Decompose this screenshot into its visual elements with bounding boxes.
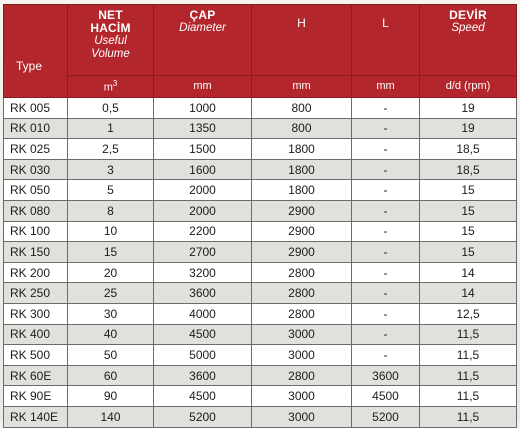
speed-header	[420, 5, 517, 76]
diameter-cell: 2200	[154, 221, 252, 242]
speed-cell: 18,5	[420, 139, 517, 160]
type-cell: RK 300	[4, 303, 68, 324]
speed-cell: 11,5	[420, 406, 517, 427]
table-row	[4, 324, 517, 345]
diameter-cell: 4000	[154, 303, 252, 324]
h-unit: mm	[252, 75, 352, 97]
type-cell: RK 025	[4, 139, 68, 160]
volume-cell: 10	[68, 221, 154, 242]
diameter-cell: 4500	[154, 386, 252, 407]
type-cell: RK 60E	[4, 365, 68, 386]
speed-cell: 19	[420, 98, 517, 119]
l-cell: 4500	[352, 386, 420, 407]
type-cell: RK 050	[4, 180, 68, 201]
diameter-unit: mm	[154, 75, 252, 97]
header-row	[4, 5, 517, 76]
type-cell: RK 250	[4, 283, 68, 304]
l-unit: mm	[352, 75, 420, 97]
h-cell: 2800	[252, 365, 352, 386]
h-cell: 800	[252, 118, 352, 139]
h-cell: 3000	[252, 345, 352, 366]
l-cell: -	[352, 159, 420, 180]
l-header-label: L	[382, 16, 389, 30]
diameter-cell: 3600	[154, 283, 252, 304]
speed-cell: 14	[420, 262, 517, 283]
diameter-cell: 4500	[154, 324, 252, 345]
type-cell: RK 140E	[4, 406, 68, 427]
volume-cell: 30	[68, 303, 154, 324]
h-cell: 2900	[252, 242, 352, 263]
h-cell: 2900	[252, 221, 352, 242]
table-row	[4, 200, 517, 221]
type-cell: RK 030	[4, 159, 68, 180]
h-cell: 1800	[252, 159, 352, 180]
volume-cell: 140	[68, 406, 154, 427]
volume-header-line4: Volume	[91, 48, 130, 60]
table-row	[4, 283, 517, 304]
table-row	[4, 303, 517, 324]
speed-unit: d/d (rpm)	[420, 75, 517, 97]
l-cell: -	[352, 139, 420, 160]
type-header: Type	[4, 5, 68, 98]
table-row	[4, 242, 517, 263]
speed-cell: 11,5	[420, 324, 517, 345]
specification-table	[3, 4, 517, 428]
type-cell: RK 150	[4, 242, 68, 263]
h-cell: 2800	[252, 283, 352, 304]
diameter-cell: 1000	[154, 98, 252, 119]
volume-cell: 0,5	[68, 98, 154, 119]
table-row	[4, 262, 517, 283]
volume-header-line3: Useful	[94, 35, 127, 47]
volume-header	[68, 5, 154, 76]
volume-cell: 50	[68, 345, 154, 366]
speed-cell: 11,5	[420, 345, 517, 366]
l-cell: -	[352, 242, 420, 263]
l-cell: -	[352, 324, 420, 345]
diameter-header	[154, 5, 252, 76]
h-header-label: H	[297, 16, 306, 30]
table-row	[4, 118, 517, 139]
speed-cell: 15	[420, 221, 517, 242]
h-header	[252, 5, 352, 76]
diameter-header-line1: ÇAP	[189, 8, 216, 22]
l-cell: -	[352, 180, 420, 201]
type-cell: RK 010	[4, 118, 68, 139]
l-header	[352, 5, 420, 76]
l-cell: -	[352, 200, 420, 221]
type-cell: RK 400	[4, 324, 68, 345]
speed-cell: 15	[420, 200, 517, 221]
table-row	[4, 406, 517, 427]
speed-cell: 18,5	[420, 159, 517, 180]
l-cell: -	[352, 118, 420, 139]
volume-cell: 90	[68, 386, 154, 407]
speed-cell: 11,5	[420, 365, 517, 386]
speed-cell: 15	[420, 242, 517, 263]
volume-cell: 25	[68, 283, 154, 304]
volume-cell: 40	[68, 324, 154, 345]
volume-header-line1: NET	[98, 8, 123, 22]
h-cell: 3000	[252, 324, 352, 345]
type-cell: RK 200	[4, 262, 68, 283]
speed-header-line2: Speed	[451, 22, 485, 34]
volume-cell: 2,5	[68, 139, 154, 160]
type-cell: RK 005	[4, 98, 68, 119]
volume-cell: 15	[68, 242, 154, 263]
h-cell: 3000	[252, 406, 352, 427]
speed-cell: 14	[420, 283, 517, 304]
volume-header-line2: HACİM	[90, 21, 131, 35]
l-cell: -	[352, 283, 420, 304]
table-row	[4, 386, 517, 407]
speed-cell: 15	[420, 180, 517, 201]
diameter-cell: 2000	[154, 180, 252, 201]
diameter-cell: 2700	[154, 242, 252, 263]
volume-cell: 8	[68, 200, 154, 221]
diameter-cell: 2000	[154, 200, 252, 221]
table-body	[4, 98, 517, 428]
h-cell: 2900	[252, 200, 352, 221]
volume-cell: 1	[68, 118, 154, 139]
volume-cell: 3	[68, 159, 154, 180]
h-cell: 2800	[252, 303, 352, 324]
volume-unit-base: m	[103, 81, 113, 94]
speed-cell: 19	[420, 118, 517, 139]
l-cell: -	[352, 345, 420, 366]
type-cell: RK 080	[4, 200, 68, 221]
speed-header-line1: DEVİR	[449, 8, 487, 22]
table-row	[4, 365, 517, 386]
l-cell: -	[352, 303, 420, 324]
speed-cell: 11,5	[420, 386, 517, 407]
diameter-cell: 3200	[154, 262, 252, 283]
h-cell: 2800	[252, 262, 352, 283]
l-cell: 3600	[352, 365, 420, 386]
unit-row	[4, 75, 517, 97]
type-cell: RK 90E	[4, 386, 68, 407]
diameter-cell: 1600	[154, 159, 252, 180]
volume-cell: 20	[68, 262, 154, 283]
h-cell: 3000	[252, 386, 352, 407]
table-row	[4, 180, 517, 201]
type-cell: RK 500	[4, 345, 68, 366]
l-cell: -	[352, 262, 420, 283]
volume-unit	[68, 75, 154, 97]
speed-cell: 12,5	[420, 303, 517, 324]
table-row	[4, 98, 517, 119]
h-cell: 1800	[252, 180, 352, 201]
volume-cell: 5	[68, 180, 154, 201]
l-cell: -	[352, 98, 420, 119]
volume-cell: 60	[68, 365, 154, 386]
table-row	[4, 221, 517, 242]
table-row	[4, 139, 517, 160]
diameter-header-line2: Diameter	[179, 22, 226, 34]
diameter-cell: 3600	[154, 365, 252, 386]
table-row	[4, 345, 517, 366]
diameter-cell: 1500	[154, 139, 252, 160]
diameter-cell: 5200	[154, 406, 252, 427]
diameter-cell: 1350	[154, 118, 252, 139]
volume-unit-exponent: 3	[112, 79, 118, 89]
l-cell: 5200	[352, 406, 420, 427]
table-row	[4, 159, 517, 180]
h-cell: 800	[252, 98, 352, 119]
type-cell: RK 100	[4, 221, 68, 242]
diameter-cell: 5000	[154, 345, 252, 366]
l-cell: -	[352, 221, 420, 242]
h-cell: 1800	[252, 139, 352, 160]
